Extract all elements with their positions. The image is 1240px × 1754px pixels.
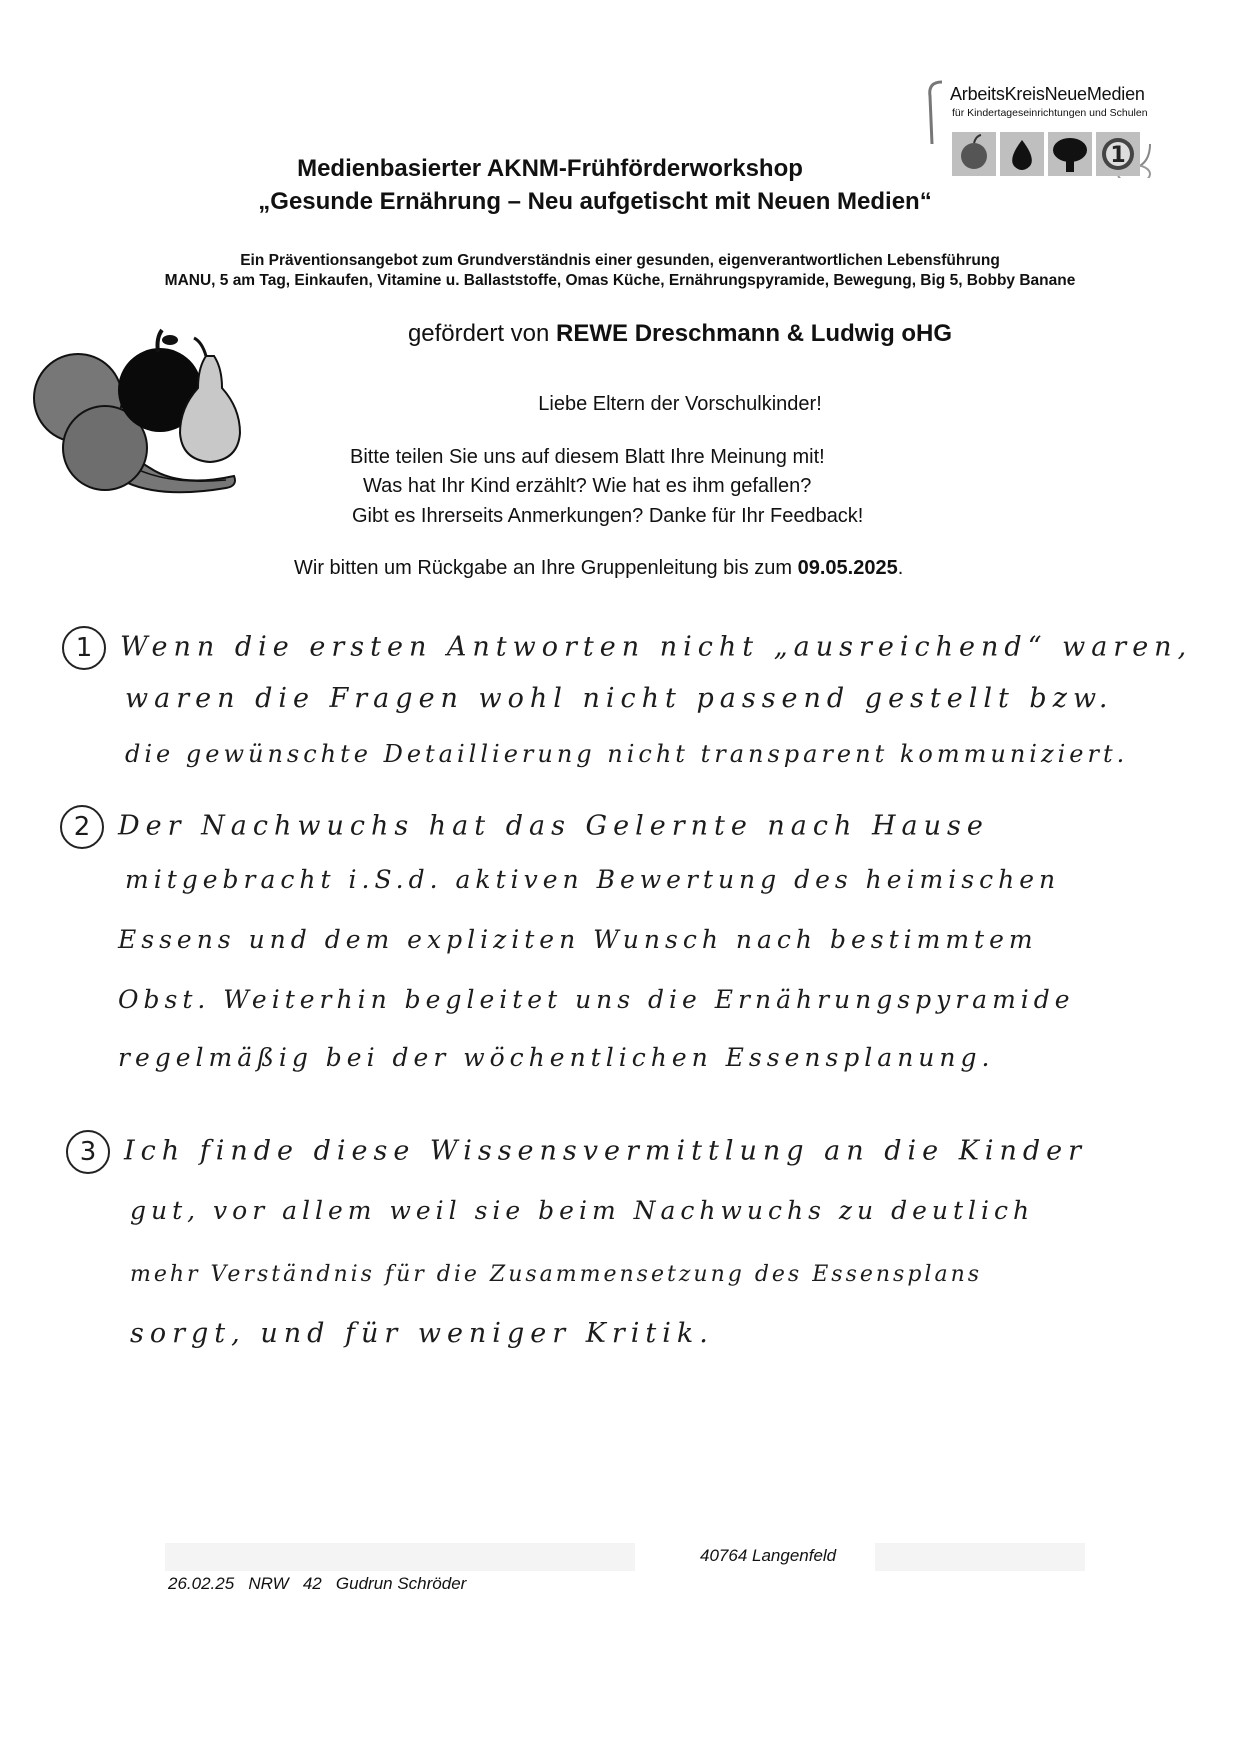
feedback-point-3-line-4: sorgt, und für weniger Kritik. [130, 1318, 714, 1349]
redacted-field [875, 1543, 1085, 1571]
feedback-point-3-line-1: 3 Ich finde diese Wissensvermittlung an die Kinder [66, 1130, 1087, 1174]
return-notice: Wir bitten um Rückgabe an Ihre Gruppenleitung bis zum 09.05.2025. [294, 557, 904, 579]
feedback-point-1-line-1: 1 Wenn die ersten Antworten nicht „ausreichend“ waren, [62, 626, 1192, 670]
redacted-field [165, 1543, 635, 1571]
feedback-point-2-line-1: 2 Der Nachwuchs hat das Gelernte nach Hause [60, 805, 989, 849]
feedback-point-2-line-4: Obst. Weiterhin begleitet uns die Ernährungspyramide [118, 985, 1075, 1014]
logo-name: ArbeitsKreisNeueMedien [950, 84, 1145, 104]
workshop-subtitle: „Gesunde Ernährung – Neu aufgetischt mit Neuen Medien“ [258, 188, 932, 215]
footer-person: Gudrun Schröder [335, 1574, 467, 1593]
topic-list: MANU, 5 am Tag, Einkaufen, Vitamine u. Ballaststoffe, Omas Küche, Ernährungspyramide, Bewegung, Big 5, Bobby Banane [164, 272, 1076, 289]
request-line-1: Bitte teilen Sie uns auf diesem Blatt Ihre Meinung mit! [350, 446, 825, 468]
logo-tagline: für Kindertageseinrichtungen und Schulen [952, 107, 1148, 119]
point-number: 3 [66, 1130, 110, 1174]
feedback-point-2-line-2: mitgebracht i.S.d. aktiven Bewertung des heimischen [125, 865, 1061, 894]
greeting: Liebe Eltern der Vorschulkinder! [538, 393, 822, 415]
feedback-point-3-line-2: gut, vor allem weil sie beim Nachwuchs zu deutlich [130, 1196, 1035, 1225]
feedback-point-1-line-3: die gewünschte Detaillierung nicht transparent kommuniziert. [125, 740, 1129, 768]
workshop-title: Medienbasierter AKNM-Frühförderworkshop [297, 155, 803, 182]
point-number: 2 [60, 805, 104, 849]
point-number: 1 [62, 626, 106, 670]
footer-meta [168, 1574, 466, 1594]
feedback-point-2-line-3: Essens und dem expliziten Wunsch nach bestimmtem [118, 925, 1038, 954]
footer-date: 26.02.25 [168, 1574, 235, 1593]
fruit-illustration [30, 328, 250, 523]
request-line-2: Was hat Ihr Kind erzählt? Wie hat es ihm gefallen? [363, 475, 812, 497]
offer-description: Ein Präventionsangebot zum Grundverständnis einer gesunden, eigenverantwortlichen Lebensführung [240, 252, 1000, 269]
footer-region: NRW [248, 1574, 289, 1593]
feedback-point-2-line-5: regelmäßig bei der wöchentlichen Essensplanung. [118, 1043, 995, 1072]
feedback-point-3-line-3: mehr Verständnis für die Zusammensetzung des Essensplans [130, 1262, 983, 1287]
footer-code: 42 [302, 1574, 322, 1593]
sponsor-prefix: gefördert von [407, 320, 557, 347]
footer-location: 40764 Langenfeld [700, 1546, 837, 1565]
request-line-3: Gibt es Ihrerseits Anmerkungen? Danke für Ihr Feedback! [352, 505, 864, 527]
sponsor-name: REWE Dreschmann & Ludwig oHG [556, 320, 953, 347]
svg-text:1: 1 [1110, 143, 1126, 168]
feedback-point-1-line-2: waren die Fragen wohl nicht passend gestellt bzw. [125, 683, 1114, 714]
return-date: 09.05.2025 [797, 557, 898, 579]
